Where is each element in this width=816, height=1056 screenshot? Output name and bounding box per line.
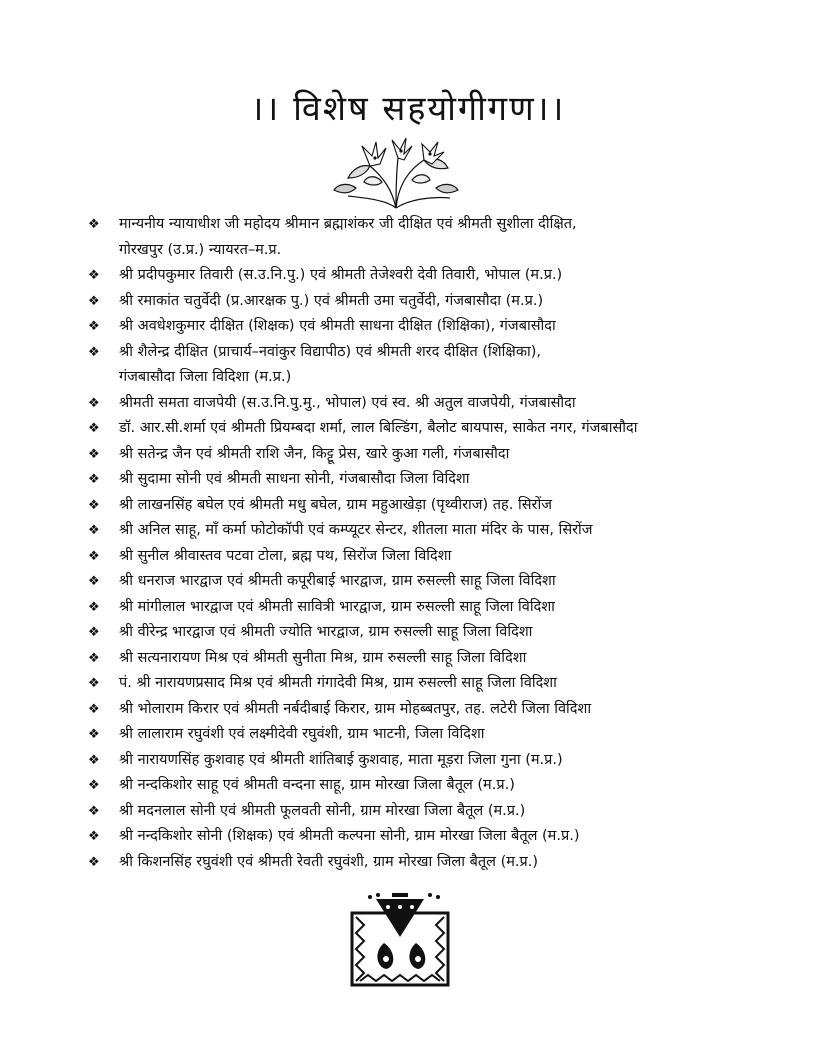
- contributor-item: [88, 467, 788, 493]
- contributor-text: श्री वीरेन्द्र भारद्वाज एवं श्रीमती ज्योति भारद्वाज, ग्राम रुसल्ली साहू जिला विदिशा: [119, 624, 533, 640]
- contributor-text: श्री अनिल साहू, माँ कर्मा फोटोकॉपी एवं कम्प्यूटर सेन्टर, शीतला माता मंदिर के पास, सिरोंज: [119, 522, 593, 538]
- contributor-item: [88, 697, 788, 723]
- contributor-text: श्री सतेन्द्र जैन एवं श्रीमती राशि जैन, किट्टू प्रेस, खारे कुआ गली, गंजबासौदा: [119, 445, 510, 462]
- contributor-text: श्री नन्दकिशोर सोनी (शिक्षक) एवं श्रीमती कल्पना सोनी, ग्राम मोरखा जिला बैतूल (म.प्र.): [119, 828, 580, 844]
- diamond-bullet-icon: ❖: [88, 421, 100, 436]
- diamond-bullet-icon: ❖: [88, 548, 100, 564]
- contributor-item: [88, 773, 788, 799]
- contributor-text: श्री शैलेन्द्र दीक्षित (प्राचार्य–नवांकुर विद्यापीठ) एवं श्रीमती शरद दीक्षित (शिक्षिका),: [119, 343, 541, 360]
- diamond-bullet-icon: ❖: [88, 778, 100, 793]
- diamond-bullet-icon: ❖: [88, 523, 100, 538]
- contributor-item: [88, 748, 788, 774]
- diamond-bullet-icon: ❖: [88, 344, 100, 360]
- contributor-text-continued: गंजबासौदा जिला विदिशा (म.प्र.): [119, 369, 292, 385]
- contributor-item: [88, 416, 788, 442]
- contributor-item: [88, 646, 788, 672]
- diamond-bullet-icon: ❖: [88, 752, 100, 768]
- contributor-text-continued: गोरखपुर (उ.प्र.) न्यायरत–म.प्र.: [119, 241, 282, 258]
- diamond-bullet-icon: ❖: [88, 650, 100, 666]
- contributor-item: [88, 391, 788, 417]
- contributor-text: श्री सुदामा सोनी एवं श्रीमती साधना सोनी, गंजबासौदा जिला विदिशा: [119, 471, 470, 487]
- diamond-bullet-icon: ❖: [88, 574, 100, 589]
- contributor-text: श्रीमती समता वाजपेयी (स.उ.नि.पु.मु., भोपाल) एवं स्व. श्री अतुल वाजपेयी, गंजबासौदा: [119, 394, 576, 411]
- diamond-bullet-icon: ❖: [88, 497, 100, 513]
- folk-art-motif: [348, 893, 452, 989]
- contributor-text: डॉ. आर.सी.शर्मा एवं श्रीमती प्रियम्बदा शर्मा, लाल बिल्डिंग, बैलोट बायपास, साकेत नगर, गंजबासौदा: [119, 420, 638, 436]
- contributor-text: पं. श्री नारायणप्रसाद मिश्र एवं श्रीमती गंगादेवी मिश्र, ग्राम रुसल्ली साहू जिला विदिशा: [119, 675, 557, 691]
- diamond-bullet-icon: ❖: [88, 319, 100, 334]
- contributor-text: श्री मांगीलाल भारद्वाज एवं श्रीमती सावित्री भारद्वाज, ग्राम रुसल्ली साहू जिला विदिशा: [119, 598, 555, 615]
- contributor-item: [88, 340, 788, 391]
- contributor-item: [88, 850, 788, 876]
- diamond-bullet-icon: ❖: [88, 727, 100, 742]
- contributor-text: श्री लाखनसिंह बघेल एवं श्रीमती मधु बघेल, ग्राम महुआखेड़ा (पृथ्वीराज) तह. सिरोंज: [119, 496, 552, 513]
- diamond-bullet-icon: ❖: [88, 625, 100, 640]
- contributor-item: [88, 518, 788, 544]
- diamond-bullet-icon: ❖: [88, 854, 100, 870]
- diamond-bullet-icon: ❖: [88, 599, 100, 615]
- contributor-item: [88, 620, 788, 646]
- diamond-bullet-icon: ❖: [88, 676, 100, 691]
- diamond-bullet-icon: ❖: [88, 701, 100, 717]
- contributor-item: [88, 569, 788, 595]
- contributor-text: श्री सत्यनारायण मिश्र एवं श्रीमती सुनीता मिश्र, ग्राम रुसल्ली साहू जिला विदिशा: [119, 649, 527, 666]
- contributor-text: श्री भोलाराम किरार एवं श्रीमती नर्बदीबाई किरार, ग्राम मोहब्बतपुर, तह. लटेरी जिला विदिशा: [119, 700, 592, 717]
- contributor-item: [88, 799, 788, 825]
- contributor-text: श्री सुनील श्रीवास्तव पटवा टोला, ब्रह्म पथ, सिरोंज जिला विदिशा: [119, 547, 452, 564]
- contributor-item: [88, 544, 788, 570]
- contributor-text: श्री प्रदीपकुमार तिवारी (स.उ.नि.पु.) एवं श्रीमती तेजेश्वरी देवी तिवारी, भोपाल (म.प्र.): [119, 267, 563, 283]
- diamond-bullet-icon: ❖: [88, 829, 100, 844]
- contributor-list: [88, 212, 788, 875]
- diamond-bullet-icon: ❖: [88, 217, 100, 232]
- contributor-item: [88, 263, 788, 289]
- contributor-text: श्री नारायणसिंह कुशवाह एवं श्रीमती शांतिबाई कुशवाह, माता मूड़रा जिला गुना (म.प्र.): [119, 751, 563, 768]
- diamond-bullet-icon: ❖: [88, 446, 100, 462]
- diamond-bullet-icon: ❖: [88, 472, 100, 487]
- contributor-item: [88, 289, 788, 315]
- diamond-bullet-icon: ❖: [88, 395, 100, 411]
- contributor-text: मान्यनीय न्यायाधीश जी महोदय श्रीमान ब्रह्माशंकर जी दीक्षित एवं श्रीमती सुशीला दीक्षित,: [119, 216, 577, 232]
- page-title: ।। विशेष सहयोगीगण।।: [250, 89, 566, 129]
- contributor-item: [88, 671, 788, 697]
- diamond-bullet-icon: ❖: [88, 268, 100, 283]
- diamond-bullet-icon: ❖: [88, 803, 100, 819]
- contributor-item: [88, 722, 788, 748]
- contributor-text: श्री धनराज भारद्वाज एवं श्रीमती कपूरीबाई भारद्वाज, ग्राम रुसल्ली साहू जिला विदिशा: [119, 573, 556, 589]
- contributor-item: [88, 493, 788, 519]
- contributor-item: [88, 314, 788, 340]
- flower-illustration: [326, 138, 466, 210]
- contributor-item: [88, 595, 788, 621]
- contributor-text: श्री रमाकांत चतुर्वेदी (प्र.आरक्षक पु.) एवं श्रीमती उमा चतुर्वेदी, गंजबासौदा (म.प्र.): [119, 292, 544, 309]
- contributor-item: [88, 824, 788, 850]
- contributor-text: श्री नन्दकिशोर साहू एवं श्रीमती वन्दना साहू, ग्राम मोरखा जिला बैतूल (म.प्र.): [119, 777, 515, 793]
- contributor-item: [88, 212, 788, 263]
- contributor-item: [88, 442, 788, 468]
- contributor-text: श्री किशनसिंह रघुवंशी एवं श्रीमती रेवती रघुवंशी, ग्राम मोरखा जिला बैतूल (म.प्र.): [119, 853, 539, 870]
- diamond-bullet-icon: ❖: [88, 293, 100, 309]
- contributor-text: श्री अवधेशकुमार दीक्षित (शिक्षक) एवं श्रीमती साधना दीक्षित (शिक्षिका), गंजबासौदा: [119, 318, 556, 334]
- contributor-text: श्री लालाराम रघुवंशी एवं लक्ष्मीदेवी रघुवंशी, ग्राम भाटनी, जिला विदिशा: [119, 726, 485, 742]
- contributor-text: श्री मदनलाल सोनी एवं श्रीमती फूलवती सोनी, ग्राम मोरखा जिला बैतूल (म.प्र.): [119, 802, 526, 819]
